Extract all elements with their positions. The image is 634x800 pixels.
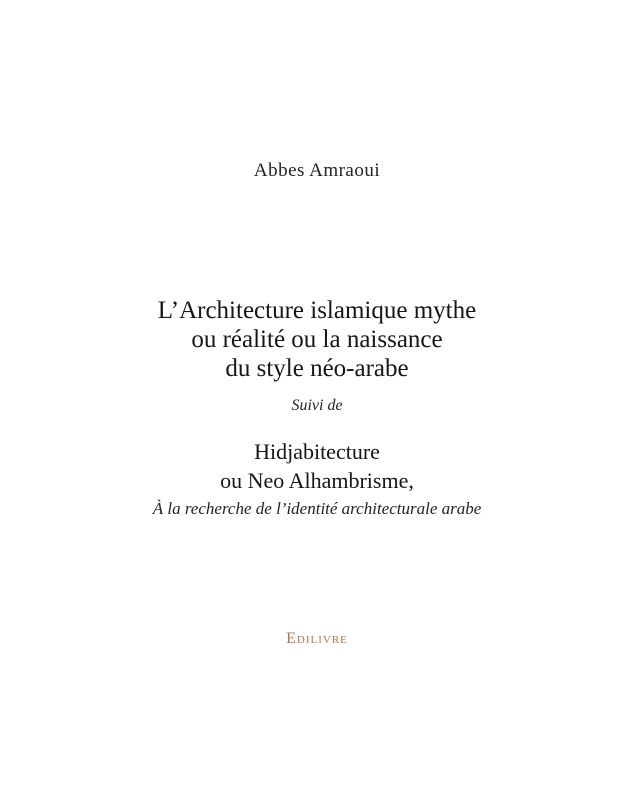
secondary-title-line-2: ou Neo Alhambrisme,	[220, 468, 414, 493]
secondary-title	[0, 437, 634, 495]
secondary-title-line-1: Hidjabitecture	[254, 439, 380, 464]
main-title-line-3: du style néo-arabe	[225, 355, 409, 382]
series-note: Suivi de	[291, 397, 343, 414]
subtitle-tagline: À la recherche de l’identité architecturale arabe	[152, 499, 482, 518]
main-title	[0, 296, 634, 383]
publisher-logo: Edilivre	[286, 630, 348, 647]
author-name: Abbes Amraoui	[253, 160, 381, 181]
main-title-line-1: L’Architecture islamique mythe	[157, 297, 477, 324]
main-title-line-2: ou réalité ou la naissance	[191, 326, 443, 353]
